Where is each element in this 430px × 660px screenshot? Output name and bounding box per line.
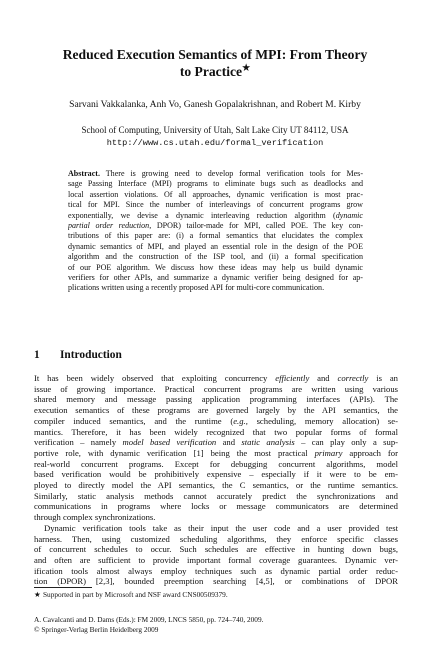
body-text-run: issue of growing importance. Practical concurrent programs are written using various <box>34 383 398 394</box>
body-emphasis: model based verification <box>122 437 217 448</box>
footnote-text: Supported in part by Microsoft and NSF award CNS00509379. <box>43 590 228 599</box>
footnote-rule <box>34 587 92 588</box>
body-text <box>34 373 398 587</box>
paragraph-1 <box>34 373 398 523</box>
abstract-line: Abstract. There is growing need to develop formal verification tools for Mes- <box>68 169 363 178</box>
body-text-run: communications in programs where locks or message communicators are determined <box>34 501 398 512</box>
abstract-line: tributions of this paper are: (i) a formal semantics that elucidates the complex <box>68 231 363 241</box>
body-text-run: real-world concurrent programs. Except for debugging concurrent algorithms, model <box>34 458 398 469</box>
body-text-run: Dynamic verification tools take as their input the user code and a user provided test <box>44 522 398 533</box>
body-text-run: execution semantics of these programs are governed largely by the API semantics, the <box>34 405 398 416</box>
abstract <box>68 169 363 294</box>
body-line <box>34 576 398 587</box>
body-emphasis: e.g. <box>233 415 246 426</box>
abstract-line: verifiers for other APIs, and summarize a dynamic verifier being designed for ap- <box>68 273 363 283</box>
body-text-run: It has been widely observed that exploiting concurrency <box>34 373 276 383</box>
body-text-run: – can play only a sup- <box>294 437 398 448</box>
section-number: 1 <box>34 349 40 361</box>
body-text-run: based verification would be prohibitively expensive – especially if it were to be em- <box>34 469 398 480</box>
body-text-run: is an <box>368 373 398 383</box>
body-text-run: and often are sufficient to provide important formal coverage guarantees. Dynamic ver- <box>34 554 398 565</box>
footnote-mark: ★ <box>34 590 41 599</box>
abstract-line: algorithm and the construction of the ISP tool, and (ii) a formal specification <box>68 252 363 262</box>
section-title: Introduction <box>60 349 122 361</box>
abstract-line: of our POE algorithm. We discuss how these ideas may help us build dynamic <box>68 262 363 272</box>
citation-block <box>34 615 398 635</box>
body-text-run: and <box>216 437 242 448</box>
body-line <box>34 394 398 405</box>
body-text-run: ployed to directly model the API semantics, the C semantics, or the runtime semantics. <box>34 480 398 491</box>
body-line <box>34 566 398 577</box>
abstract-line: exponentially, we devise a dynamic interleaving reduction algorithm (dynamic <box>68 210 363 220</box>
project-url: http://www.cs.utah.edu/formal_verification <box>106 138 324 148</box>
body-line <box>34 544 398 555</box>
body-text-run: shared memory and message passing application programming interfaces (APIs). The <box>34 394 398 405</box>
body-line <box>34 469 398 480</box>
affiliation: School of Computing, University of Utah, Salt Lake City UT 84112, USA <box>81 125 349 135</box>
author-list: Sarvani Vakkalanka, Anh Vo, Ganesh Gopalakrishnan, and Robert M. Kirby <box>69 99 361 110</box>
footnote <box>34 590 398 600</box>
abstract-line: partial order reduction, DPOR) tailor-made for MPI, called POE. The key con- <box>68 221 363 231</box>
body-emphasis: correctly <box>337 373 369 383</box>
title-line-1: Reduced Execution Semantics of MPI: From Theory <box>62 47 368 62</box>
body-line <box>34 416 398 427</box>
body-line <box>34 459 398 470</box>
body-line <box>34 384 398 395</box>
body-text-run: portive role, with dynamic verification [1] being the most practical <box>34 447 315 458</box>
body-line <box>34 534 398 545</box>
body-emphasis: primary <box>314 447 343 458</box>
title-line-2: to Practice <box>179 64 243 79</box>
body-text-run: approach for <box>342 447 398 458</box>
abstract-emphasis: partial order reduction <box>68 221 150 231</box>
affiliation-block <box>20 124 410 149</box>
body-emphasis: static analysis <box>241 437 295 448</box>
abstract-emphasis: dynamic <box>335 210 363 220</box>
body-text-run: ification tools almost always employ techniques such as dynamic partial order reduc- <box>34 565 398 576</box>
abstract-line: tical for MPI. Since the number of interleavings of concurrent programs grow <box>68 200 363 210</box>
abstract-line: local assertion violations. Of all approaches, dynamic verification is most prac- <box>68 189 363 199</box>
body-line <box>34 480 398 491</box>
body-line <box>34 523 398 534</box>
abstract-line: plications written using a recently proposed API for multi-core communication. <box>68 283 325 293</box>
body-emphasis: efficiently <box>275 373 310 383</box>
body-line <box>34 405 398 416</box>
body-line <box>34 437 398 448</box>
body-text-run: of concurrent schedules to occur. Such schedules are effective in hunting down bugs, <box>34 544 398 555</box>
body-line <box>34 448 398 459</box>
citation-line-1: A. Cavalcanti and D. Dams (Eds.): FM 2009, LNCS 5850, pp. 724–740, 2009. <box>34 615 264 624</box>
body-line <box>34 373 398 384</box>
abstract-label: Abstract. <box>68 169 100 178</box>
body-text-run: Similarly, static analysis methods cannot accurately predict the synchronizations and <box>34 490 398 501</box>
body-text-run: , scheduling, memory allocation) se- <box>245 415 398 426</box>
body-line <box>34 427 398 438</box>
paper-title <box>30 46 400 80</box>
paragraph-2 <box>34 523 398 587</box>
body-text-run: harness. Then, using customized scheduling algorithms, they enforce specific classes <box>34 533 398 544</box>
body-text-run: compiler induced semantics, and the runtime ( <box>34 415 234 426</box>
body-text-run: through complex synchronizations. <box>34 512 156 523</box>
abstract-line: dynamic semantics of MPI, and played an essential role in the design of the POE <box>68 241 363 251</box>
section-heading <box>34 348 122 362</box>
body-text-run: mantics. Therefore, it has been widely recognized that two popular forms of formal <box>34 426 398 437</box>
body-line <box>34 555 398 566</box>
body-line <box>34 491 398 502</box>
body-text-run: and <box>309 373 338 383</box>
body-line <box>34 512 398 523</box>
body-text-run: tion (DPOR) [2,3], bounded preemption searching [4,5], or combinations of DPOR <box>34 576 398 587</box>
body-text-run: verification – namely <box>34 437 123 448</box>
body-line <box>34 501 398 512</box>
title-footnote-mark: ★ <box>242 62 251 73</box>
copyright-line: © Springer-Verlag Berlin Heidelberg 2009 <box>34 624 159 634</box>
abstract-line: sage Passing Interface (MPI) programs to eliminate bugs such as deadlocks and <box>68 179 363 189</box>
